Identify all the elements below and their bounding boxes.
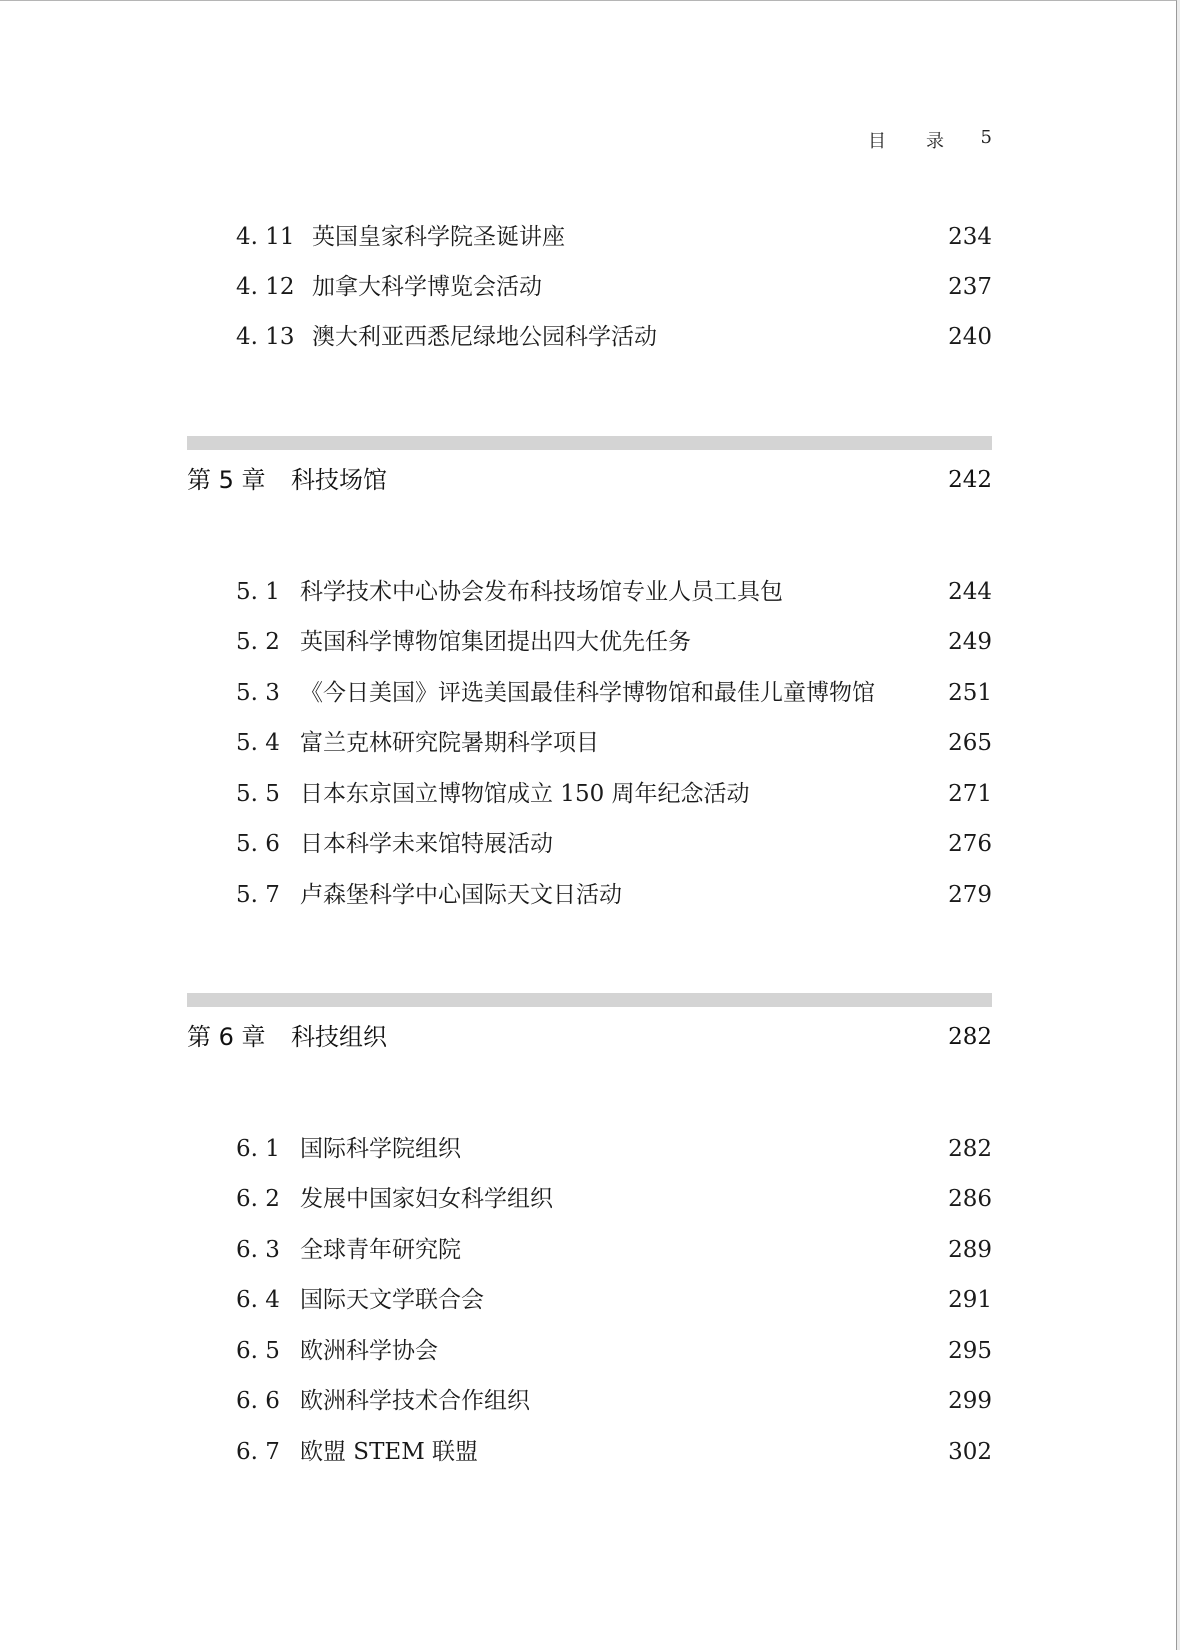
entry-page: 276	[948, 831, 992, 857]
entry-page: 249	[948, 629, 992, 655]
toc-entry-5-7[interactable]	[236, 878, 992, 912]
running-head	[868, 127, 992, 153]
entry-title: 欧洲科学协会	[300, 1338, 438, 1364]
entry-number: 5. 6	[236, 831, 280, 857]
toc-entry-4-12[interactable]	[236, 270, 992, 304]
entry-page: 282	[948, 1136, 992, 1162]
toc-entry-5-3[interactable]	[236, 676, 992, 710]
entry-page: 286	[948, 1186, 992, 1212]
entry-title: 科学技术中心协会发布科技场馆专业人员工具包	[300, 579, 783, 605]
running-head-char-2: 录	[926, 131, 944, 152]
entry-number: 5. 1	[236, 579, 280, 605]
entry-title: 欧洲科学技术合作组织	[300, 1388, 530, 1414]
chapter-title: 科技场馆	[291, 466, 387, 494]
toc-entry-5-4[interactable]	[236, 726, 992, 760]
running-head-page-number: 5	[980, 127, 992, 148]
entry-number: 6. 2	[236, 1186, 280, 1212]
toc-entry-5-5[interactable]	[236, 777, 992, 811]
entry-title: 澳大利亚西悉尼绿地公园科学活动	[312, 324, 657, 350]
entry-title: 日本科学未来馆特展活动	[300, 831, 553, 857]
chapter-5-heading[interactable]	[187, 462, 992, 498]
entry-title: 卢森堡科学中心国际天文日活动	[300, 882, 622, 908]
toc-entry-5-1[interactable]	[236, 575, 992, 609]
entry-number: 4. 11	[236, 224, 295, 250]
chapter-page: 282	[948, 1024, 992, 1050]
toc-entry-6-7[interactable]	[236, 1435, 992, 1469]
entry-title: 国际科学院组织	[300, 1136, 461, 1162]
entry-number: 6. 4	[236, 1287, 280, 1313]
entry-page: 279	[948, 882, 992, 908]
chapter-5-divider-bar	[187, 436, 992, 450]
entry-title: 国际天文学联合会	[300, 1287, 484, 1313]
toc-entry-5-6[interactable]	[236, 827, 992, 861]
entry-number: 6. 3	[236, 1237, 280, 1263]
entry-number: 6. 7	[236, 1439, 280, 1465]
chapter-label: 第 6 章	[187, 1023, 266, 1051]
toc-entry-6-1[interactable]	[236, 1132, 992, 1166]
entry-title: 英国皇家科学院圣诞讲座	[312, 224, 565, 250]
toc-entry-6-6[interactable]	[236, 1384, 992, 1418]
entry-number: 5. 4	[236, 730, 280, 756]
entry-number: 6. 6	[236, 1388, 280, 1414]
entry-number: 5. 2	[236, 629, 280, 655]
toc-entry-4-11[interactable]	[236, 220, 992, 254]
entry-page: 302	[948, 1439, 992, 1465]
entry-title: 《今日美国》评选美国最佳科学博物馆和最佳儿童博物馆	[300, 680, 875, 706]
entry-page: 234	[948, 224, 992, 250]
entry-number: 6. 5	[236, 1338, 280, 1364]
entry-title: 欧盟 STEM 联盟	[300, 1439, 479, 1465]
chapter-title: 科技组织	[291, 1023, 387, 1051]
entry-page: 289	[948, 1237, 992, 1263]
entry-number: 4. 12	[236, 274, 295, 300]
entry-title: 日本东京国立博物馆成立 150 周年纪念活动	[300, 781, 750, 807]
entry-number: 5. 3	[236, 680, 280, 706]
entry-number: 5. 7	[236, 882, 280, 908]
toc-entry-6-2[interactable]	[236, 1182, 992, 1216]
entry-title: 富兰克林研究院暑期科学项目	[300, 730, 599, 756]
entry-page: 244	[948, 579, 992, 605]
chapter-6-divider-bar	[187, 993, 992, 1007]
entry-title: 发展中国家妇女科学组织	[300, 1186, 553, 1212]
entry-page: 251	[948, 680, 992, 706]
entry-page: 291	[948, 1287, 992, 1313]
toc-entry-6-5[interactable]	[236, 1334, 992, 1368]
toc-entry-6-3[interactable]	[236, 1233, 992, 1267]
chapter-6-heading[interactable]	[187, 1019, 992, 1055]
entry-number: 5. 5	[236, 781, 280, 807]
entry-page: 295	[948, 1338, 992, 1364]
entry-page: 265	[948, 730, 992, 756]
entry-number: 6. 1	[236, 1136, 280, 1162]
entry-page: 271	[948, 781, 992, 807]
entry-title: 英国科学博物馆集团提出四大优先任务	[300, 629, 691, 655]
toc-entry-6-4[interactable]	[236, 1283, 992, 1317]
toc-entry-4-13[interactable]	[236, 320, 992, 354]
toc-entry-5-2[interactable]	[236, 625, 992, 659]
entry-page: 299	[948, 1388, 992, 1414]
entry-title: 加拿大科学博览会活动	[312, 274, 542, 300]
running-head-char-1: 目	[868, 131, 886, 152]
entry-page: 240	[948, 324, 992, 350]
chapter-page: 242	[948, 467, 992, 493]
entry-title: 全球青年研究院	[300, 1237, 461, 1263]
entry-number: 4. 13	[236, 324, 295, 350]
entry-page: 237	[948, 274, 992, 300]
chapter-label: 第 5 章	[187, 466, 266, 494]
